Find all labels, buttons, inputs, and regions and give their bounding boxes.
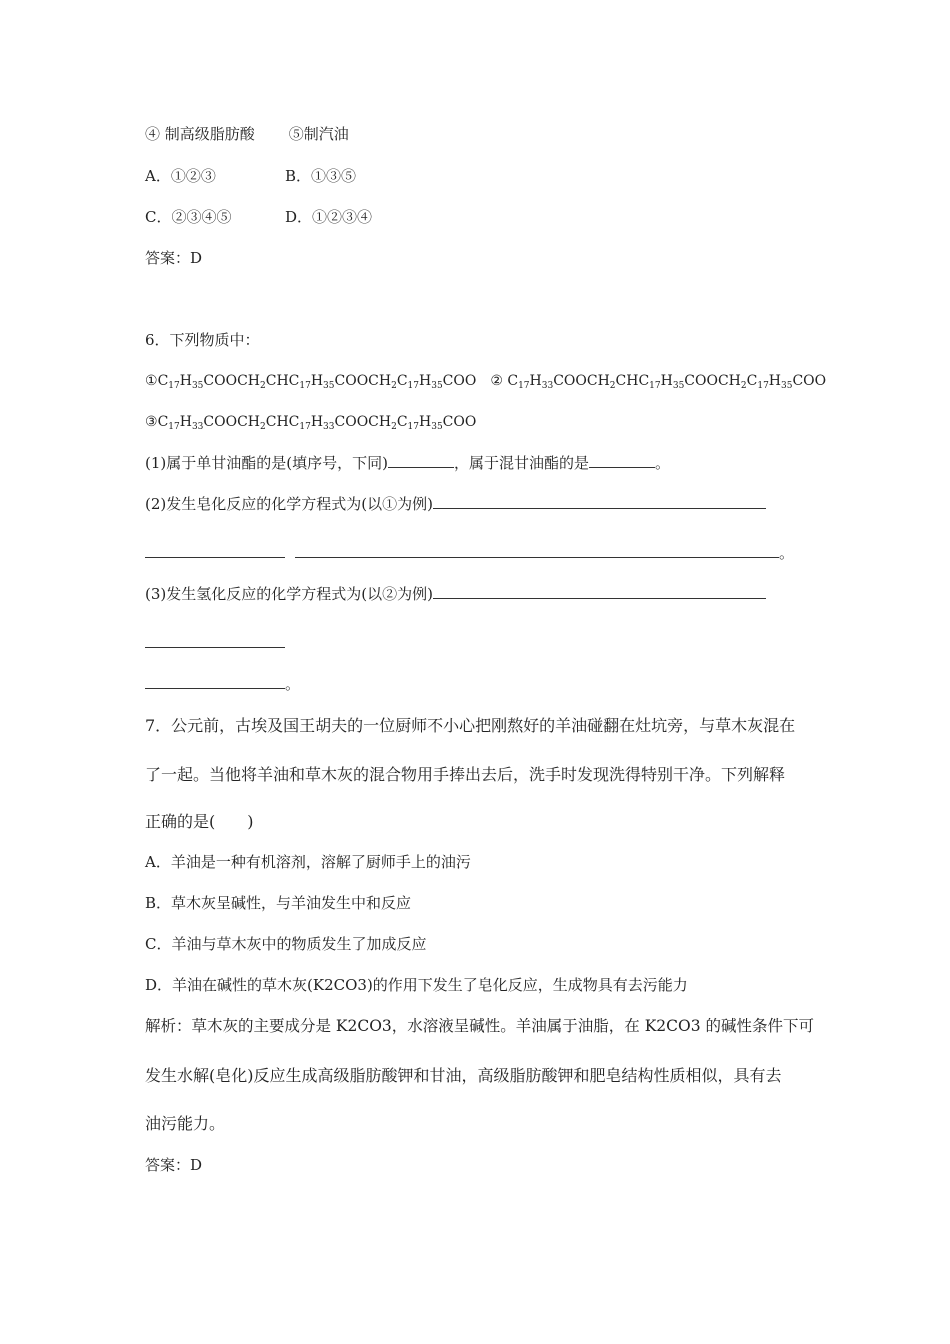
q7-stem-line-1: 7．公元前，古埃及国王胡夫的一位厨师不小心把刚熬好的羊油碰翻在灶坑旁，与草木灰混在: [145, 716, 796, 735]
q6-formula-1: $①C_{17}H_{35}COOCH_2CHC_{17}H_{35}COOCH_2C_{17}H_{35}COO$: [145, 373, 477, 391]
q5-options-row-2: [145, 207, 372, 227]
q5-option-c: C．②③④⑤: [145, 208, 232, 226]
blank-simple-glyceride[interactable]: [388, 453, 454, 468]
q5-option-b: B．①③⑤: [285, 167, 357, 185]
blank-saponification-2[interactable]: [145, 543, 285, 558]
q6-formula-row-1: [145, 371, 826, 391]
q7-option-a: A．羊油是一种有机溶剂，溶解了厨师手上的油污: [145, 853, 471, 871]
blank-hydrogenation-2[interactable]: [145, 633, 285, 648]
q6-formula-2: ② $C_{17}H_{33}COOCH_2CHC_{17}H_{35}COOCH_2C_{17}H_{35}COO$: [490, 373, 827, 391]
q6-stem: 6．下列物质中：: [145, 331, 260, 349]
q5-options-row-1: [145, 166, 356, 186]
q5-answer: 答案：D: [145, 249, 203, 267]
q7-option-c: C．羊油与草木灰中的物质发生了加成反应: [145, 935, 427, 953]
q5-item-5: ⑤制汽油: [288, 125, 349, 143]
q7-explanation-line-3: 油污能力。: [145, 1114, 226, 1133]
q7-option-b: B．草木灰呈碱性，与羊油发生中和反应: [145, 894, 412, 912]
q6-part-3-end: 。: [145, 674, 300, 694]
q5-option-d: D．①②③④: [285, 208, 373, 226]
blank-saponification-3[interactable]: [295, 543, 779, 558]
q5-items-row: [145, 124, 349, 144]
q7-answer: 答案：D: [145, 1156, 203, 1174]
q5-option-a: A．①②③: [145, 167, 216, 185]
q6-part-1: (1)属于单甘油酯的是(填序号，下同) ，属于混甘油酯的是 。: [145, 454, 670, 472]
blank-hydrogenation-3[interactable]: [145, 674, 285, 689]
q7-explanation-line-1: 解析：草木灰的主要成分是 K2CO3，水溶液呈碱性。羊油属于油脂，在 K2CO3 的碱性条件下可: [145, 1017, 815, 1035]
q6-formula-3: $③C_{17}H_{33}COOCH_2CHC_{17}H_{33}COOCH_2C_{17}H_{35}COO$: [145, 414, 477, 432]
q6-part-2: (2)发生皂化反应的化学方程式为(以①为例): [145, 494, 766, 514]
q6-part-3: (3)发生氢化反应的化学方程式为(以②为例): [145, 584, 766, 604]
blank-saponification-1[interactable]: [433, 494, 766, 509]
q6-part-2-cont: 。: [145, 543, 794, 563]
blank-mixed-glyceride[interactable]: [589, 453, 655, 468]
blank-hydrogenation-1[interactable]: [433, 584, 766, 599]
q7-option-d: D．羊油在碱性的草木灰(K2CO3)的作用下发生了皂化反应，生成物具有去污能力: [145, 976, 688, 994]
q6-part-3-cont: [145, 633, 285, 653]
q7-stem-line-3: 正确的是( ): [145, 812, 254, 831]
q5-item-4: ④ 制高级脂肪酸: [145, 125, 255, 143]
q7-explanation-line-2: 发生水解(皂化)反应生成高级脂肪酸钾和甘油，高级脂肪酸钾和肥皂结构性质相似，具有去: [145, 1066, 782, 1085]
q7-stem-line-2: 了一起。当他将羊油和草木灰的混合物用手捧出去后，洗手时发现洗得特别干净。下列解释: [145, 765, 786, 784]
